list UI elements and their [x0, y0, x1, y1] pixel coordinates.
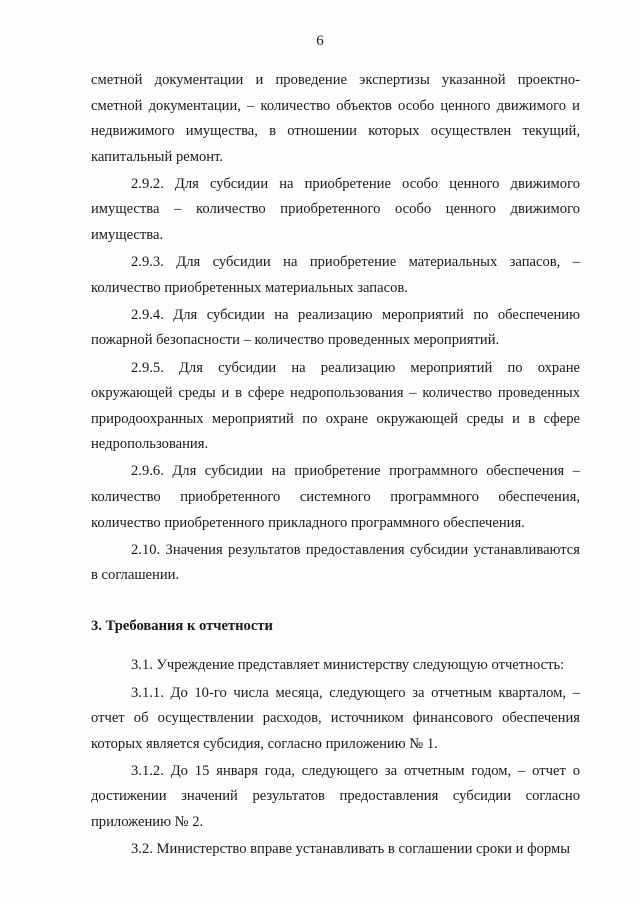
document-body	[91, 68, 580, 864]
paragraph-3-2: 3.2. Министерство вправе устанавливать в соглашении сроки и формы	[131, 841, 570, 858]
paragraph-2-9-2: 2.9.2. Для субсидии на приобретение особо ценного движимого имущества – количество приобретенного особо ценного движимого имущества.	[91, 175, 580, 244]
paragraph-continuation: сметной документации и проведение экспертизы указанной проектно-сметной документации, – количество объектов особо ценного движимого и недвижимого имущества, в отношении которых осуществлен текущий, капитальный ремонт.	[91, 72, 580, 165]
paragraph-2-9-3: 2.9.3. Для субсидии на приобретение материальных запасов, – количество приобретенных материальных запасов.	[91, 254, 580, 296]
paragraph-3-1-2: 3.1.2. До 15 января года, следующего за отчетным годом, – отчет о достижении значений результатов предоставления субсидии согласно приложению № 2.	[91, 762, 580, 831]
section-heading: 3. Требования к отчетности	[91, 617, 273, 634]
paragraph-2-9-6: 2.9.6. Для субсидии на приобретение программного обеспечения – количество приобретенного системного программного обеспечения, количество приобретенного прикладного программного обеспечения.	[91, 463, 580, 531]
paragraph-3-1-1: 3.1.1. До 10-го числа месяца, следующего за отчетным кварталом, – отчет об осуществлении расходов, источником финансового обеспечения которых является субсидия, согласно приложению № 1.	[91, 684, 580, 752]
paragraph-2-9-5: 2.9.5. Для субсидии на реализацию мероприятий по охране окружающей среды и в сфере недропользования – количество проведенных природоохранных мероприятий по охране окружающей среды и в сфере недропользования.	[91, 359, 580, 453]
paragraph-2-9-4: 2.9.4. Для субсидии на реализацию мероприятий по обеспечению пожарной безопасности – количество проведенных мероприятий.	[91, 306, 580, 349]
page-number: 6	[316, 33, 324, 49]
paragraph-2-10: 2.10. Значения результатов предоставления субсидии устанавливаются в соглашении.	[91, 541, 580, 584]
paragraph-3-1: 3.1. Учреждение представляет министерству следующую отчетность:	[131, 657, 565, 674]
